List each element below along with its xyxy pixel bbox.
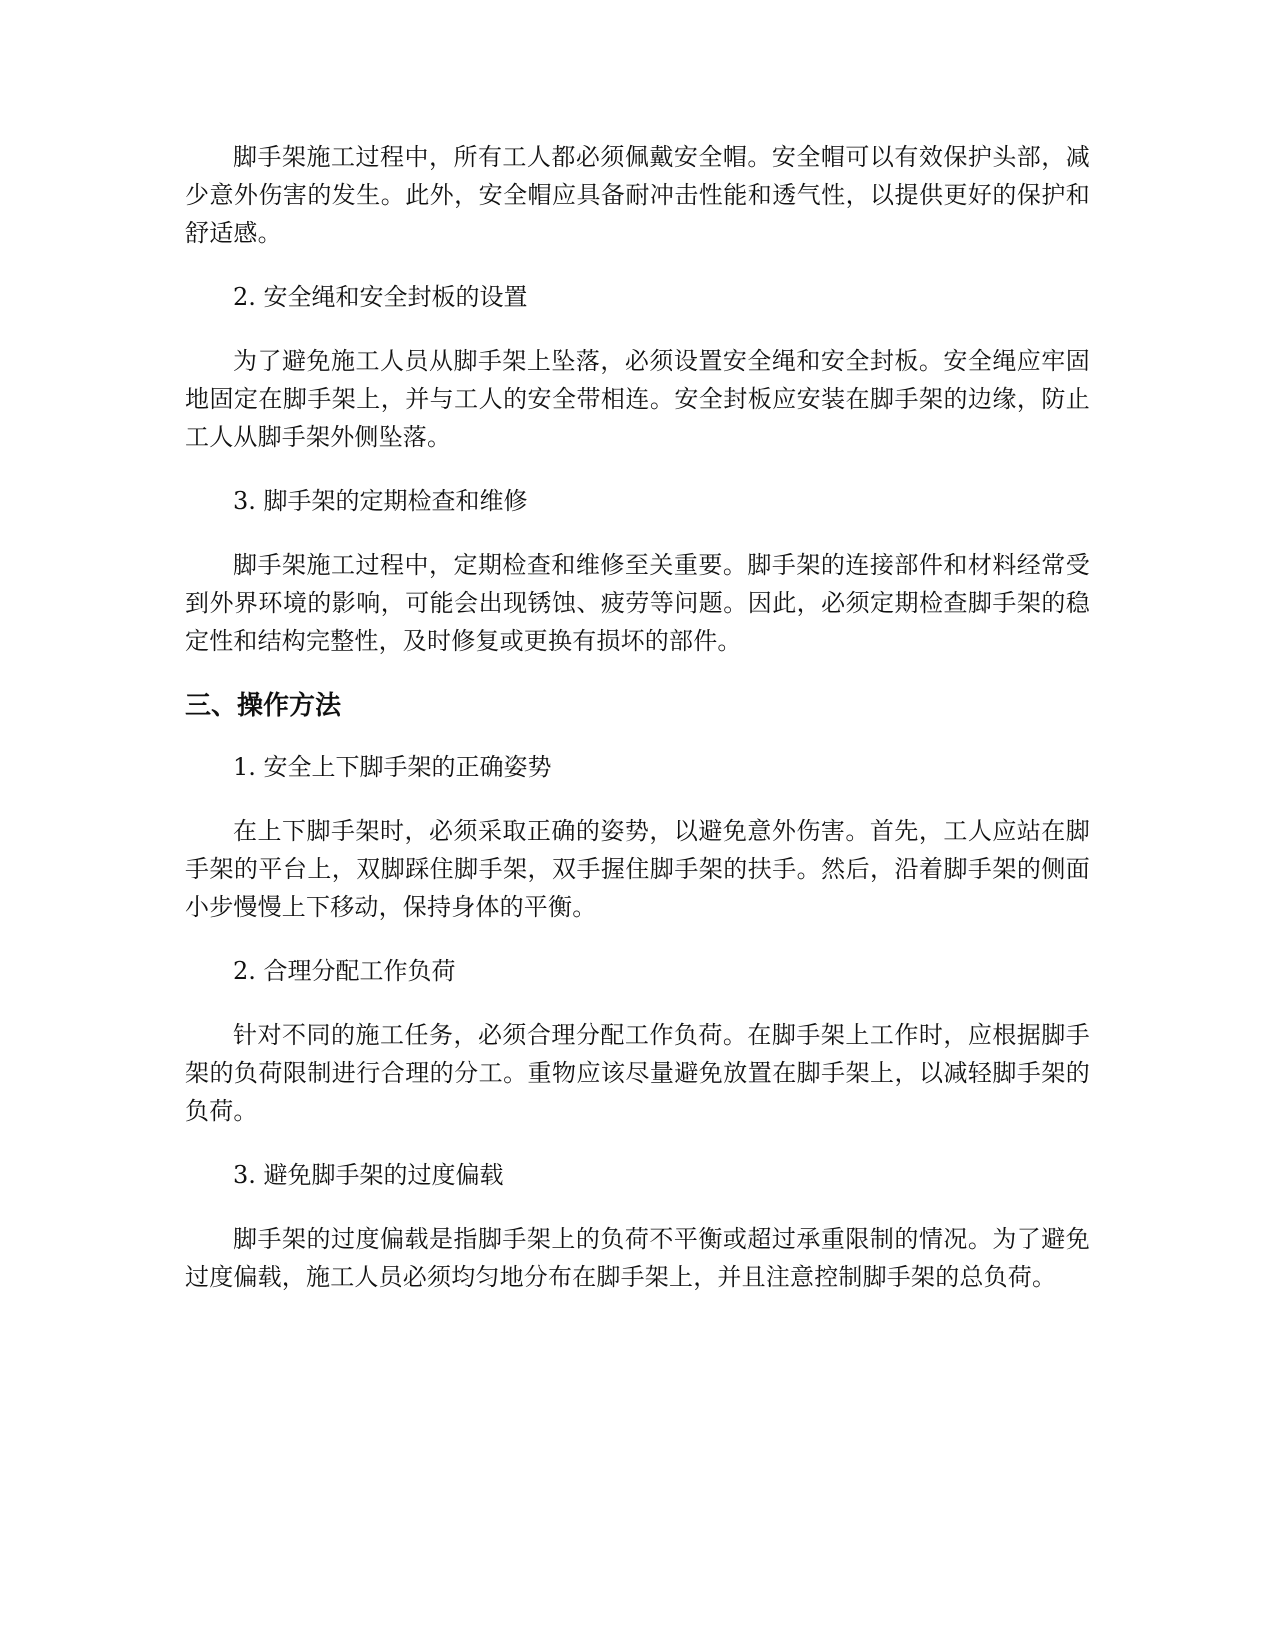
subheading-correct-posture: 1. 安全上下脚手架的正确姿势 — [233, 753, 552, 781]
paragraph-overload: 脚手架的过度偏载是指脚手架上的负荷不平衡或超过承重限制的情况。为了避免过度偏载，施工人员必须均匀地分布在脚手架上，并且注意控制脚手架的总负荷。 — [185, 1225, 1090, 1291]
paragraph-workload: 针对不同的施工任务，必须合理分配工作负荷。在脚手架上工作时，应根据脚手架的负荷限制进行合理的分工。重物应该尽量避免放置在脚手架上，以减轻脚手架的负荷。 — [185, 1021, 1090, 1125]
subheading-overload: 3. 避免脚手架的过度偏载 — [233, 1161, 504, 1189]
paragraph-safety-rope: 为了避免施工人员从脚手架上坠落，必须设置安全绳和安全封板。安全绳应牢固地固定在脚手架上，并与工人的安全带相连。安全封板应安装在脚手架的边缘，防止工人从脚手架外侧坠落。 — [185, 347, 1090, 451]
subheading-workload: 2. 合理分配工作负荷 — [233, 957, 456, 985]
subheading-inspection: 3. 脚手架的定期检查和维修 — [233, 487, 528, 515]
paragraph-inspection: 脚手架施工过程中，定期检查和维修至关重要。脚手架的连接部件和材料经常受到外界环境的影响，可能会出现锈蚀、疲劳等问题。因此，必须定期检查脚手架的稳定性和结构完整性，及时修复或更换有损坏的部件。 — [185, 551, 1090, 655]
paragraph-safety-helmet: 脚手架施工过程中，所有工人都必须佩戴安全帽。安全帽可以有效保护头部，减少意外伤害的发生。此外，安全帽应具备耐冲击性能和透气性，以提供更好的保护和舒适感。 — [185, 143, 1090, 247]
section-title-operation-methods: 三、操作方法 — [185, 691, 342, 721]
subheading-safety-rope: 2. 安全绳和安全封板的设置 — [233, 283, 528, 311]
document-page — [185, 138, 1090, 1322]
paragraph-correct-posture: 在上下脚手架时，必须采取正确的姿势，以避免意外伤害。首先，工人应站在脚手架的平台上，双脚踩住脚手架，双手握住脚手架的扶手。然后，沿着脚手架的侧面小步慢慢上下移动，保持身体的平衡。 — [185, 817, 1090, 921]
